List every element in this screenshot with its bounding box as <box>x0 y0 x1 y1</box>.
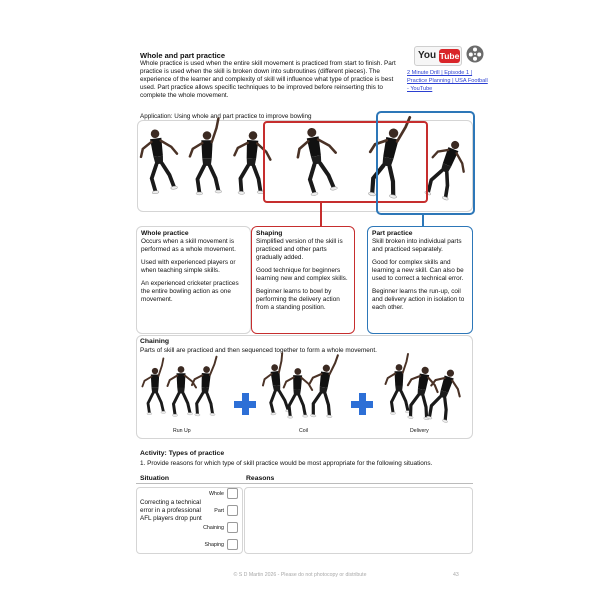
shaping-definition: Simplified version of the skill is practiced and other parts gradually added. <box>256 238 343 261</box>
activity-title: Activity: Types of practice <box>140 450 225 457</box>
shaping-example: Beginner learns to bowl by performing the delivery action from a standing position. <box>256 288 340 311</box>
caption-coil: Coil <box>299 428 308 434</box>
chaining-description: Parts of skill are practiced and then sequenced together to form a whole movement. <box>140 347 377 354</box>
part-practice-title: Part practice <box>372 230 413 237</box>
page-number: 43 <box>453 572 459 578</box>
situation-cell <box>136 487 243 554</box>
whole-practice-card <box>136 226 251 334</box>
option-label: Whole <box>208 490 224 497</box>
intro-paragraph: Whole practice is used when the entire skill movement is practiced from start to finish. Part practice is used when the skill is broken down into subroutines (different pieces). The experience of the learner and complexity of skill will influence what type of practice is best used. Part practice allows specific techniques to be improved before reinserting this to complete the whole movement. <box>140 60 396 100</box>
reasons-column-header: Reasons <box>246 475 275 482</box>
plus-icon <box>351 393 373 415</box>
whole-practice-title: Whole practice <box>141 230 189 237</box>
application-caption: Application: Using whole and part practice to improve bowling <box>140 113 312 120</box>
option-label: Part <box>214 507 224 514</box>
youtube-link[interactable]: 2 Minute Drill | Episode 1 | Practice Planning | USA Football - YouTube <box>407 70 488 93</box>
shaping-title: Shaping <box>256 230 283 237</box>
shaping-usage: Good technique for beginners learning new and complex skills. <box>256 267 348 282</box>
whole-practice-example: An experienced cricketer practices the entire bowling action as one movement. <box>141 280 239 303</box>
part-practice-example: Beginner learns the run-up, coil and delivery action in isolation to each other. <box>372 288 465 311</box>
bowler-figure <box>421 365 466 425</box>
bowler-figure <box>402 364 441 422</box>
bowler-figure <box>190 118 222 194</box>
table-header-rule <box>136 483 473 484</box>
chaining-checkbox[interactable] <box>227 522 238 533</box>
whole-practice-definition: Occurs when a skill movement is performed as a whole movement. <box>141 238 236 253</box>
part-connector-line <box>422 214 424 226</box>
option-chaining <box>203 522 238 533</box>
shaping-checkbox[interactable] <box>227 539 238 550</box>
shaping-card <box>251 226 355 334</box>
whole-checkbox[interactable] <box>227 488 238 499</box>
section-title: Whole and part practice <box>140 51 226 60</box>
part-practice-usage: Good for complex skills and learning a new skill. Can also be used to correct a technical error. <box>372 259 464 282</box>
caption-run-up: Run Up <box>173 428 191 434</box>
youtube-reference <box>404 40 486 102</box>
activity-instruction: 1. Provide reasons for which type of skill practice would be most appropriate for the following situations. <box>140 460 433 467</box>
option-part <box>214 505 238 516</box>
situation-text: Correcting a technical error in a professional AFL players drop punt <box>140 499 202 522</box>
youtube-logo[interactable] <box>414 46 462 66</box>
youtube-logo-tube: Tube <box>439 51 460 61</box>
caption-delivery: Delivery <box>410 428 429 434</box>
part-practice-definition: Skill broken into individual parts and practiced separately. <box>372 238 462 253</box>
bowler-figure <box>168 366 197 416</box>
bowler-figure <box>386 354 411 414</box>
chaining-box <box>136 335 473 439</box>
bowler-figure <box>142 358 165 414</box>
option-shaping <box>205 539 238 550</box>
film-reel-icon <box>464 44 486 64</box>
situation-column-header: Situation <box>140 475 170 482</box>
youtube-logo-you: You <box>418 50 437 61</box>
shaping-connector-line <box>320 203 322 226</box>
option-label: Shaping <box>204 541 224 548</box>
whole-practice-usage: Used with experienced players or when teaching simple skills. <box>141 259 236 274</box>
copyright-footer: © S D Martin 2026 - Please do not photocopy or distribute <box>233 572 367 578</box>
bowler-figure <box>138 127 183 195</box>
option-label: Chaining <box>203 524 224 531</box>
part-practice-card <box>367 226 473 334</box>
reasons-answer-box[interactable] <box>244 487 473 554</box>
chaining-photo-sequence <box>137 356 474 428</box>
chaining-title: Chaining <box>140 338 170 345</box>
part-highlight-frame <box>376 111 475 215</box>
option-whole <box>209 488 238 499</box>
part-checkbox[interactable] <box>227 505 238 516</box>
bowler-figure <box>260 353 291 416</box>
plus-icon <box>234 393 256 415</box>
